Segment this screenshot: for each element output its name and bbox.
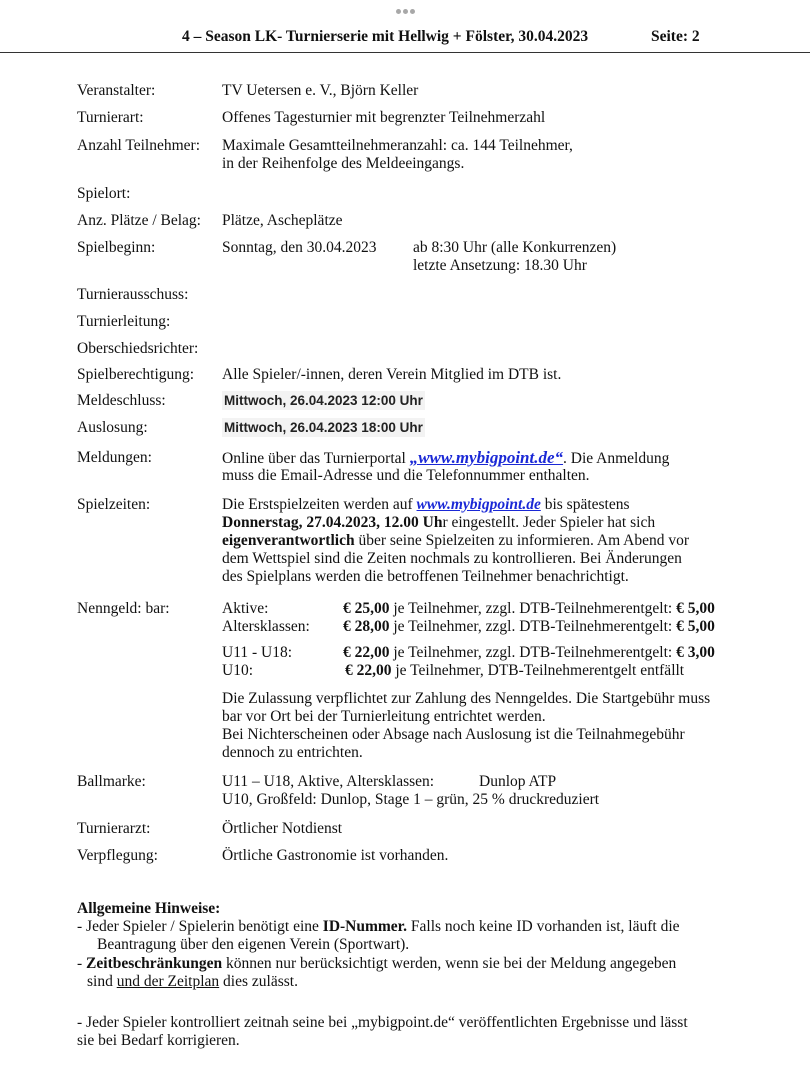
value-veranstalter: TV Uetersen e. V., Björn Keller xyxy=(222,82,419,99)
fee-amount: € 28,00 xyxy=(343,618,390,635)
value-anzahl-line2: in der Reihenfolge des Meldeeingangs. xyxy=(222,155,465,172)
fee-category: U10: xyxy=(222,662,253,679)
spielzeiten-text: des Spielplans werden die betroffenen Teilnehmer benachrichtigt. xyxy=(222,568,629,585)
fee-row xyxy=(343,600,715,618)
note-text: Beantragung über den eigenen Verein (Sportwart). xyxy=(97,936,410,953)
nenngeld-note: Die Zulassung verpflichtet zur Zahlung des Nenngeldes. Die Startgebühr muss xyxy=(222,690,711,707)
fee-extra: € 5,00 xyxy=(676,600,715,617)
value-spielbeginn-time: ab 8:30 Uhr (alle Konkurrenzen) xyxy=(413,239,617,256)
label-ballmarke: Ballmarke: xyxy=(77,773,146,790)
meldungen-text-post: . Die Anmeldung xyxy=(563,450,670,467)
note-text: sie bei Bedarf korrigieren. xyxy=(77,1032,240,1049)
label-spielbeginn: Spielbeginn: xyxy=(77,239,156,256)
spielzeiten-emphasis: eigenverantwortlich xyxy=(222,532,355,549)
nenngeld-note: Bei Nichterscheinen oder Absage nach Auslosung ist die Teilnahmegebühr xyxy=(222,726,685,743)
spielzeiten-text: über seine Spielzeiten zu informieren. Am Abend vor xyxy=(354,532,690,549)
fee-amount: € 25,00 xyxy=(343,600,390,617)
label-meldungen: Meldungen: xyxy=(77,449,152,466)
note-time-restrictions xyxy=(77,955,676,973)
value-anzahl-line1: Maximale Gesamtteilnehmeranzahl: ca. 144 Teilnehmer, xyxy=(222,137,573,154)
mybigpoint-link-2[interactable]: www.mybigpoint.de xyxy=(416,496,541,513)
note-id-number xyxy=(77,918,680,936)
note-text: sind xyxy=(87,973,117,990)
nenngeld-note: bar vor Ort bei der Turnierleitung entrichtet werden. xyxy=(222,708,546,725)
fee-category: Aktive: xyxy=(222,600,269,617)
label-spielzeiten: Spielzeiten: xyxy=(77,496,151,513)
page-number: Seite: 2 xyxy=(651,28,700,45)
spielzeiten-text: Die Erstspielzeiten werden auf xyxy=(222,496,417,513)
label-meldeschluss: Meldeschluss: xyxy=(77,392,166,409)
value-letzte-ansetzung: letzte Ansetzung: 18.30 Uhr xyxy=(413,257,587,274)
ballmarke-line1: U11 – U18, Aktive, Altersklassen: xyxy=(222,773,435,790)
notes-heading: Allgemeine Hinweise: xyxy=(77,900,221,917)
spielzeiten-deadline: Donnerstag, 27.04.2023, 12.00 Uh xyxy=(222,514,443,531)
spielzeiten-text: r eingestellt. Jeder Spieler hat sich xyxy=(442,514,656,531)
label-spielberechtigung: Spielberechtigung: xyxy=(77,366,195,383)
fee-text: je Teilnehmer, zzgl. DTB-Teilnehmerentgelt: xyxy=(389,600,677,617)
label-anzahl: Anzahl Teilnehmer: xyxy=(77,137,201,154)
fee-extra: € 3,00 xyxy=(676,644,715,661)
note-text: Falls noch keine ID vorhanden ist, läuft die xyxy=(407,918,680,935)
note-underlined: und der Zeitplan xyxy=(116,973,220,990)
value-auslosung: Mittwoch, 26.04.2023 18:00 Uhr xyxy=(224,420,423,435)
label-turnierausschuss: Turnierausschuss: xyxy=(77,286,189,303)
note-text: dies zulässt. xyxy=(219,973,298,990)
spielzeiten-text: dem Wettspiel sind die Zeiten nochmals zu kontrollieren. Bei Änderungen xyxy=(222,550,682,567)
value-turnierart: Offenes Tagesturnier mit begrenzter Teilnehmerzahl xyxy=(222,109,546,126)
mybigpoint-link[interactable]: „www.mybigpoint.de“ xyxy=(409,448,564,467)
note-line xyxy=(87,973,298,991)
fee-extra: € 5,00 xyxy=(676,618,715,635)
label-veranstalter: Veranstalter: xyxy=(77,82,156,99)
value-meldeschluss: Mittwoch, 26.04.2023 12:00 Uhr xyxy=(224,393,423,408)
meldungen-line2: muss die Email-Adresse und die Telefonnummer enthalten. xyxy=(222,467,590,484)
note-text: können nur berücksichtigt werden, wenn sie bei der Meldung angegeben xyxy=(222,955,677,972)
ballmarke-brand: Dunlop ATP xyxy=(479,773,557,790)
label-turnierleitung: Turnierleitung: xyxy=(77,313,171,330)
fee-row xyxy=(343,618,715,636)
label-spielort: Spielort: xyxy=(77,185,131,202)
document-title: 4 – Season LK- Turnierserie mit Hellwig + Fölster, 30.04.2023 xyxy=(182,28,589,45)
fee-row xyxy=(343,644,715,662)
label-turnierarzt: Turnierarzt: xyxy=(77,820,151,837)
fee-text: je Teilnehmer, zzgl. DTB-Teilnehmerentgelt: xyxy=(389,644,677,661)
label-oberschiedsrichter: Oberschiedsrichter: xyxy=(77,340,199,357)
note-bold: ID-Nummer. xyxy=(322,918,408,935)
nenngeld-note: dennoch zu entrichten. xyxy=(222,744,363,761)
fee-amount: € 22,00 xyxy=(345,662,392,679)
value-spielberechtigung: Alle Spieler/-innen, deren Verein Mitglied im DTB ist. xyxy=(222,366,562,383)
label-nenngeld: Nenngeld: bar: xyxy=(77,600,170,617)
fee-row xyxy=(345,662,684,680)
ballmarke-line2: U10, Großfeld: Dunlop, Stage 1 – grün, 25 % druckreduziert xyxy=(222,791,600,808)
label-verpflegung: Verpflegung: xyxy=(77,847,158,864)
window-handle-icon[interactable] xyxy=(0,6,810,17)
fee-text: je Teilnehmer, DTB-Teilnehmerentgelt entfällt xyxy=(391,662,685,679)
value-verpflegung: Örtliche Gastronomie ist vorhanden. xyxy=(222,847,449,864)
page-header xyxy=(0,26,810,53)
value-turnierarzt: Örtlicher Notdienst xyxy=(222,820,343,837)
note-text: - Jeder Spieler / Spielerin benötigt eine xyxy=(77,918,323,935)
meldungen-text: Online über das Turnierportal xyxy=(222,450,410,467)
fee-category: Altersklassen: xyxy=(222,618,310,635)
fee-text: je Teilnehmer, zzgl. DTB-Teilnehmerentgelt: xyxy=(389,618,677,635)
note-text: - xyxy=(77,955,87,972)
note-results: - Jeder Spieler kontrolliert zeitnah seine bei „mybigpoint.de“ veröffentlichten Ergebnisse und lässt xyxy=(77,1014,688,1031)
value-spielbeginn-date: Sonntag, den 30.04.2023 xyxy=(222,239,377,256)
label-auslosung: Auslosung: xyxy=(77,419,148,436)
label-plaetze: Anz. Plätze / Belag: xyxy=(77,212,201,229)
fee-amount: € 22,00 xyxy=(343,644,390,661)
spielzeiten-text: bis spätestens xyxy=(540,496,630,513)
note-bold: Zeitbeschränkungen xyxy=(86,955,223,972)
value-plaetze: Plätze, Ascheplätze xyxy=(222,212,343,229)
label-turnierart: Turnierart: xyxy=(77,109,144,126)
fee-category: U11 - U18: xyxy=(222,644,293,661)
